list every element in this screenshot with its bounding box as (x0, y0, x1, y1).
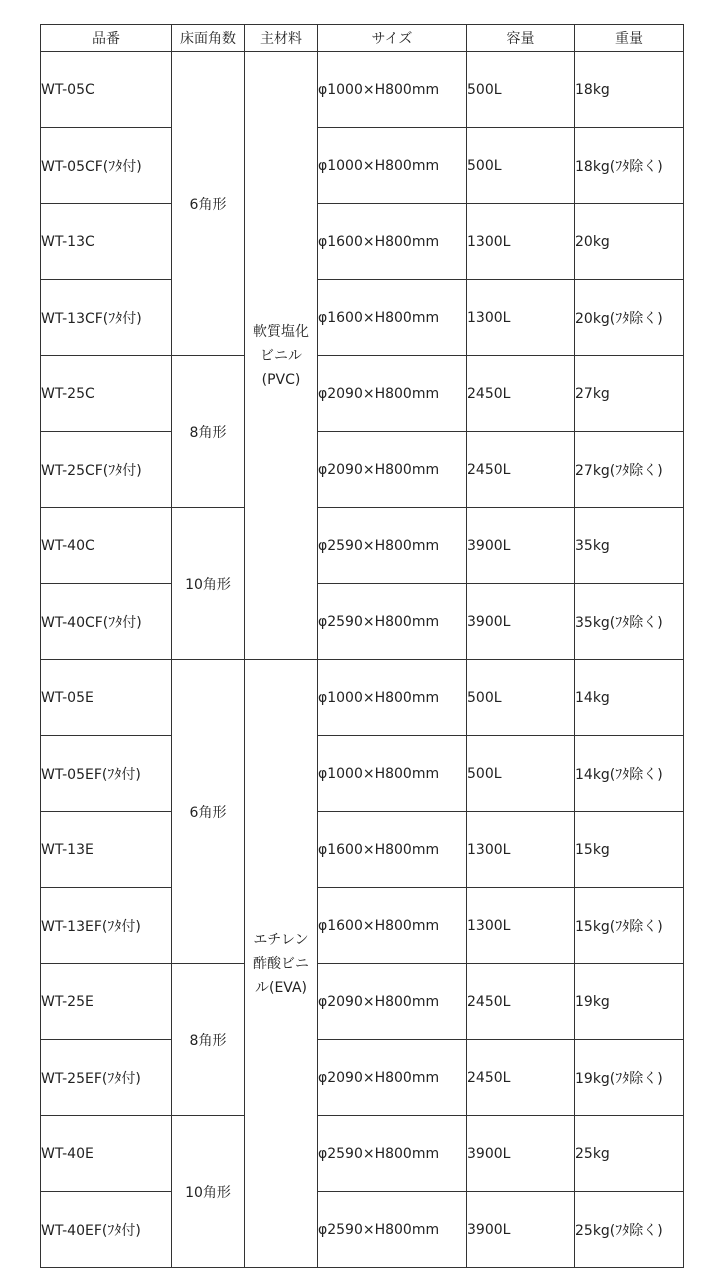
capacity-cell: 2450L (467, 964, 575, 1040)
capacity-cell: 2450L (467, 432, 575, 508)
weight-cell: 19kg(ﾌﾀ除く) (575, 1040, 684, 1116)
table-row (41, 964, 684, 1040)
header-material: 主材料 (245, 25, 318, 52)
weight-cell: 14kg (575, 660, 684, 736)
header-row (41, 25, 684, 52)
header-size: サイズ (318, 25, 467, 52)
product-code-cell: WT-40E (41, 1116, 172, 1192)
table-row (41, 52, 684, 128)
spec-table (40, 24, 684, 1268)
size-cell: φ2090×H800mm (318, 432, 467, 508)
weight-cell: 15kg (575, 812, 684, 888)
header-weight: 重量 (575, 25, 684, 52)
product-code-cell: WT-05CF(ﾌﾀ付) (41, 128, 172, 204)
table-row (41, 812, 684, 888)
product-code-cell: WT-25C (41, 356, 172, 432)
product-code-cell: WT-40EF(ﾌﾀ付) (41, 1192, 172, 1268)
weight-cell: 35kg(ﾌﾀ除く) (575, 584, 684, 660)
material-line: ビニル (260, 347, 302, 364)
capacity-cell: 2450L (467, 1040, 575, 1116)
floor-shape-cell: 8角形 (172, 356, 245, 508)
size-cell: φ1600×H800mm (318, 812, 467, 888)
material-line: (PVC) (261, 371, 301, 388)
table-row (41, 1040, 684, 1116)
product-code-cell: WT-05E (41, 660, 172, 736)
material-line: 軟質塩化 (253, 323, 309, 340)
weight-cell: 20kg(ﾌﾀ除く) (575, 280, 684, 356)
table-row (41, 888, 684, 964)
header-floor-shape: 床面角数 (172, 25, 245, 52)
table-row (41, 204, 684, 280)
table-row (41, 1116, 684, 1192)
product-code-cell: WT-05EF(ﾌﾀ付) (41, 736, 172, 812)
table-row (41, 280, 684, 356)
table-row (41, 356, 684, 432)
size-cell: φ2090×H800mm (318, 964, 467, 1040)
size-cell: φ2590×H800mm (318, 508, 467, 584)
weight-cell: 35kg (575, 508, 684, 584)
capacity-cell: 1300L (467, 812, 575, 888)
material-line: ル(EVA) (254, 979, 308, 996)
table-row (41, 508, 684, 584)
weight-cell: 20kg (575, 204, 684, 280)
capacity-cell: 500L (467, 736, 575, 812)
capacity-cell: 2450L (467, 356, 575, 432)
weight-cell: 25kg (575, 1116, 684, 1192)
size-cell: φ1000×H800mm (318, 736, 467, 812)
size-cell: φ2590×H800mm (318, 1192, 467, 1268)
floor-shape-cell: 8角形 (172, 964, 245, 1116)
capacity-cell: 1300L (467, 204, 575, 280)
weight-cell: 18kg (575, 52, 684, 128)
size-cell: φ1000×H800mm (318, 660, 467, 736)
product-code-cell: WT-40CF(ﾌﾀ付) (41, 584, 172, 660)
table-row (41, 660, 684, 736)
capacity-cell: 3900L (467, 1116, 575, 1192)
size-cell: φ1600×H800mm (318, 204, 467, 280)
product-code-cell: WT-13E (41, 812, 172, 888)
table-row (41, 432, 684, 508)
header-capacity: 容量 (467, 25, 575, 52)
weight-cell: 27kg (575, 356, 684, 432)
floor-shape-cell: 10角形 (172, 508, 245, 660)
floor-shape-cell: 6角形 (172, 52, 245, 356)
weight-cell: 18kg(ﾌﾀ除く) (575, 128, 684, 204)
weight-cell: 19kg (575, 964, 684, 1040)
capacity-cell: 500L (467, 660, 575, 736)
capacity-cell: 1300L (467, 888, 575, 964)
table-row (41, 736, 684, 812)
material-line: エチレン (253, 931, 309, 948)
capacity-cell: 3900L (467, 584, 575, 660)
table-row (41, 1192, 684, 1268)
product-code-cell: WT-13EF(ﾌﾀ付) (41, 888, 172, 964)
capacity-cell: 1300L (467, 280, 575, 356)
product-code-cell: WT-40C (41, 508, 172, 584)
size-cell: φ2590×H800mm (318, 584, 467, 660)
size-cell: φ2090×H800mm (318, 1040, 467, 1116)
size-cell: φ1600×H800mm (318, 888, 467, 964)
product-code-cell: WT-25EF(ﾌﾀ付) (41, 1040, 172, 1116)
floor-shape-cell: 6角形 (172, 660, 245, 964)
capacity-cell: 3900L (467, 508, 575, 584)
size-cell: φ2590×H800mm (318, 1116, 467, 1192)
weight-cell: 14kg(ﾌﾀ除く) (575, 736, 684, 812)
material-line: 酢酸ビニ (253, 955, 309, 972)
size-cell: φ1000×H800mm (318, 52, 467, 128)
product-code-cell: WT-25E (41, 964, 172, 1040)
capacity-cell: 3900L (467, 1192, 575, 1268)
product-code-cell: WT-05C (41, 52, 172, 128)
product-code-cell: WT-25CF(ﾌﾀ付) (41, 432, 172, 508)
header-code: 品番 (41, 25, 172, 52)
floor-shape-cell: 10角形 (172, 1116, 245, 1268)
table-row (41, 584, 684, 660)
capacity-cell: 500L (467, 128, 575, 204)
weight-cell: 15kg(ﾌﾀ除く) (575, 888, 684, 964)
material-cell (245, 52, 318, 660)
weight-cell: 27kg(ﾌﾀ除く) (575, 432, 684, 508)
product-code-cell: WT-13C (41, 204, 172, 280)
product-code-cell: WT-13CF(ﾌﾀ付) (41, 280, 172, 356)
weight-cell: 25kg(ﾌﾀ除く) (575, 1192, 684, 1268)
table-body (41, 52, 684, 1268)
size-cell: φ2090×H800mm (318, 356, 467, 432)
material-cell (245, 660, 318, 1268)
capacity-cell: 500L (467, 52, 575, 128)
size-cell: φ1000×H800mm (318, 128, 467, 204)
table-row (41, 128, 684, 204)
size-cell: φ1600×H800mm (318, 280, 467, 356)
